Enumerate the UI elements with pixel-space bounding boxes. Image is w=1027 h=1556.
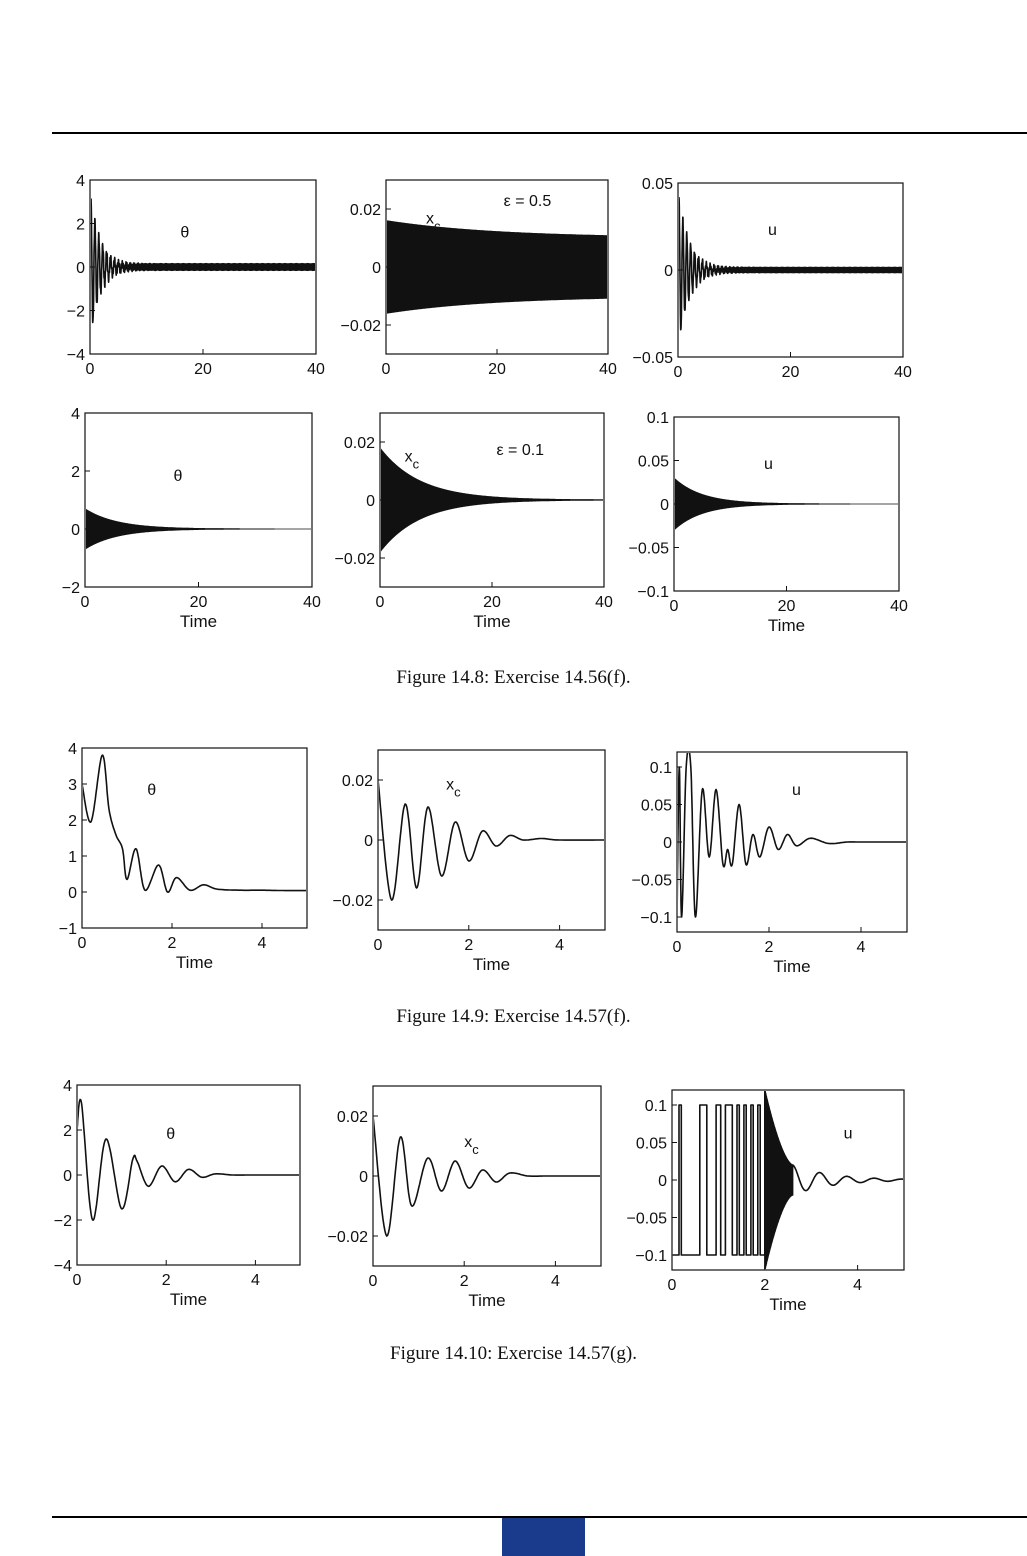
x-tick-label: 0: [368, 1273, 378, 1290]
y-tick-label: −4: [66, 347, 85, 364]
series-label: $x_c$: [404, 448, 420, 472]
y-tick-label: −4: [53, 1258, 72, 1275]
chart-panel-1: [67, 173, 325, 378]
y-tick-label: 0.02: [341, 773, 373, 790]
y-tick-label: −0.05: [628, 540, 669, 558]
epsilon-annotation: ε = 0.5: [503, 193, 552, 211]
series-label: u: [768, 222, 777, 240]
x-tick-label: 4: [550, 1273, 560, 1290]
series-line: [674, 478, 899, 530]
plot-area: [378, 780, 605, 900]
y-tick-label: 4: [76, 173, 85, 190]
y-tick-label: 0: [359, 1169, 368, 1186]
x-tick-label: 0: [77, 935, 87, 952]
y-tick-label: 0.02: [336, 1109, 368, 1126]
y-tick-label: 4: [63, 1078, 72, 1095]
x-axis-label: Time: [767, 616, 806, 635]
x-tick-label: 0: [669, 598, 679, 615]
chart-panel-9: [632, 748, 907, 976]
series-line: [90, 199, 316, 322]
x-axis-label: Time: [769, 1295, 807, 1314]
x-tick-label: 4: [555, 937, 565, 954]
figure-14-9-caption: [0, 1006, 1027, 1028]
plot-area: [85, 509, 312, 550]
x-axis-label: Time: [468, 1291, 506, 1310]
x-axis-label: Time: [473, 612, 511, 631]
plot-area: [672, 1090, 904, 1270]
x-tick-label: 2: [167, 935, 177, 952]
x-axis-label: Time: [179, 612, 218, 631]
y-tick-label: 2: [76, 216, 85, 234]
x-tick-label: 2: [760, 1277, 770, 1294]
chart-panel-11: [328, 1086, 601, 1310]
x-tick-label: 0: [381, 361, 391, 378]
series-label: u: [843, 1125, 853, 1143]
y-tick-label: −2: [61, 580, 80, 597]
y-tick-label: 0: [663, 835, 672, 852]
plot-frame: [85, 413, 312, 587]
x-tick-label: 40: [599, 361, 617, 378]
y-tick-label: 0.05: [637, 453, 669, 471]
series-line: [82, 755, 307, 892]
series-line: [386, 221, 608, 314]
y-tick-label: 0: [76, 260, 85, 277]
chart-panel-5: [335, 413, 613, 631]
series-label: $x_c$: [425, 210, 441, 234]
x-tick-label: 2: [161, 1272, 171, 1289]
x-axis-label: Time: [175, 953, 214, 972]
y-tick-label: −0.1: [635, 1248, 667, 1265]
y-tick-label: 0.02: [343, 435, 375, 452]
y-tick-label: 0: [660, 497, 669, 514]
x-tick-label: 4: [856, 939, 866, 956]
x-tick-label: 0: [373, 937, 383, 954]
chart-panel-4: [62, 406, 321, 631]
chart-panel-6: [629, 410, 908, 635]
y-tick-label: 0.1: [646, 410, 669, 427]
series-line: [672, 1090, 904, 1270]
y-tick-label: −0.05: [626, 1210, 667, 1228]
y-tick-label: −0.02: [340, 318, 381, 335]
y-tick-label: −0.02: [327, 1229, 368, 1246]
x-tick-label: 0: [672, 939, 682, 956]
x-tick-label: 20: [483, 594, 501, 611]
series-label: $x_c$: [446, 776, 461, 800]
caption-text: Figure 14.8: Exercise 14.56(f).: [396, 667, 631, 688]
y-tick-label: 4: [71, 406, 80, 423]
y-tick-label: −0.1: [640, 910, 672, 927]
y-tick-label: 0: [71, 522, 80, 539]
caption-text: Figure 14.9: Exercise 14.57(f).: [396, 1006, 631, 1027]
chart-panel-12: [627, 1090, 904, 1314]
plot-area: [386, 221, 608, 314]
plot-area: [373, 1116, 601, 1236]
y-tick-label: 4: [68, 741, 77, 758]
series-label: u: [792, 782, 801, 800]
y-tick-label: 2: [63, 1123, 72, 1140]
series-label: $x_c$: [464, 1134, 479, 1158]
x-tick-label: 0: [667, 1277, 677, 1294]
y-tick-label: 0: [658, 1173, 667, 1190]
y-tick-label: −0.1: [637, 584, 669, 601]
y-tick-label: 0.1: [644, 1098, 667, 1115]
x-tick-label: 40: [595, 594, 613, 611]
y-tick-label: 0: [664, 263, 673, 280]
series-line: [678, 198, 903, 330]
plot-area: [674, 478, 899, 530]
y-tick-label: 1: [68, 849, 77, 866]
x-tick-label: 4: [853, 1277, 863, 1294]
series-label: θ: [180, 224, 190, 242]
x-tick-label: 2: [764, 939, 774, 956]
plot-area: [82, 755, 307, 892]
caption-text: Figure 14.10: Exercise 14.57(g).: [390, 1343, 637, 1364]
y-tick-label: 0: [364, 833, 373, 850]
plot-area: [77, 1100, 300, 1221]
plot-area: [678, 198, 903, 330]
series-label: u: [764, 456, 773, 474]
y-tick-label: 0.05: [641, 176, 673, 193]
y-tick-label: 0.02: [349, 202, 381, 219]
x-tick-label: 40: [890, 598, 908, 615]
chart-panel-8: [333, 750, 605, 974]
y-tick-label: −2: [53, 1213, 72, 1230]
y-tick-label: −0.02: [334, 551, 375, 568]
series-label: θ: [147, 781, 157, 799]
x-tick-label: 2: [464, 937, 474, 954]
chart-panel-10: [54, 1078, 300, 1309]
y-tick-label: 0.1: [649, 760, 672, 777]
y-tick-label: 2: [68, 813, 77, 830]
y-tick-label: 0: [63, 1168, 72, 1185]
x-tick-label: 20: [194, 361, 212, 378]
series-line: [85, 509, 312, 550]
y-tick-label: 3: [68, 777, 77, 794]
y-tick-label: −2: [66, 303, 85, 321]
x-axis-label: Time: [773, 957, 811, 976]
x-tick-label: 4: [257, 935, 267, 952]
series-line: [373, 1116, 601, 1236]
chart-panel-2: [341, 180, 617, 378]
y-tick-label: 0: [366, 493, 375, 510]
plot-frame: [82, 748, 307, 928]
x-tick-label: 4: [250, 1272, 260, 1289]
series-line: [77, 1100, 300, 1221]
x-tick-label: 40: [303, 594, 321, 611]
y-tick-label: −0.02: [332, 893, 373, 910]
series-line: [677, 748, 907, 917]
figure-14-10-caption: [0, 1343, 1027, 1365]
x-tick-label: 20: [488, 361, 506, 378]
plot-area: [90, 199, 316, 322]
x-tick-label: 0: [673, 364, 683, 381]
x-tick-label: 0: [85, 361, 95, 378]
x-tick-label: 2: [459, 1273, 469, 1290]
y-tick-label: 0.05: [635, 1135, 667, 1153]
epsilon-annotation: ε = 0.1: [496, 441, 545, 459]
x-tick-label: 20: [781, 364, 800, 381]
y-tick-label: 2: [71, 464, 80, 481]
y-tick-label: −1: [58, 921, 77, 938]
x-tick-label: 40: [307, 361, 325, 378]
y-tick-label: 0.05: [640, 797, 672, 815]
series-label: θ: [173, 467, 183, 485]
x-axis-label: Time: [169, 1290, 208, 1309]
x-tick-label: 0: [80, 594, 90, 611]
x-tick-label: 20: [777, 598, 796, 615]
figure-14-8-caption: [0, 667, 1027, 689]
chart-panel-3: [633, 176, 912, 381]
x-tick-label: 20: [189, 594, 208, 611]
x-tick-label: 0: [375, 594, 385, 611]
x-tick-label: 0: [72, 1272, 82, 1289]
plot-area: [677, 748, 907, 917]
y-tick-label: −0.05: [631, 872, 672, 890]
y-tick-label: −0.05: [632, 350, 673, 367]
series-label: θ: [166, 1126, 176, 1143]
y-tick-label: 0: [372, 260, 381, 277]
x-tick-label: 40: [894, 364, 912, 381]
x-axis-label: Time: [472, 955, 511, 974]
chart-panel-7: [59, 741, 307, 972]
y-tick-label: 0: [68, 885, 77, 902]
series-line: [378, 780, 605, 900]
